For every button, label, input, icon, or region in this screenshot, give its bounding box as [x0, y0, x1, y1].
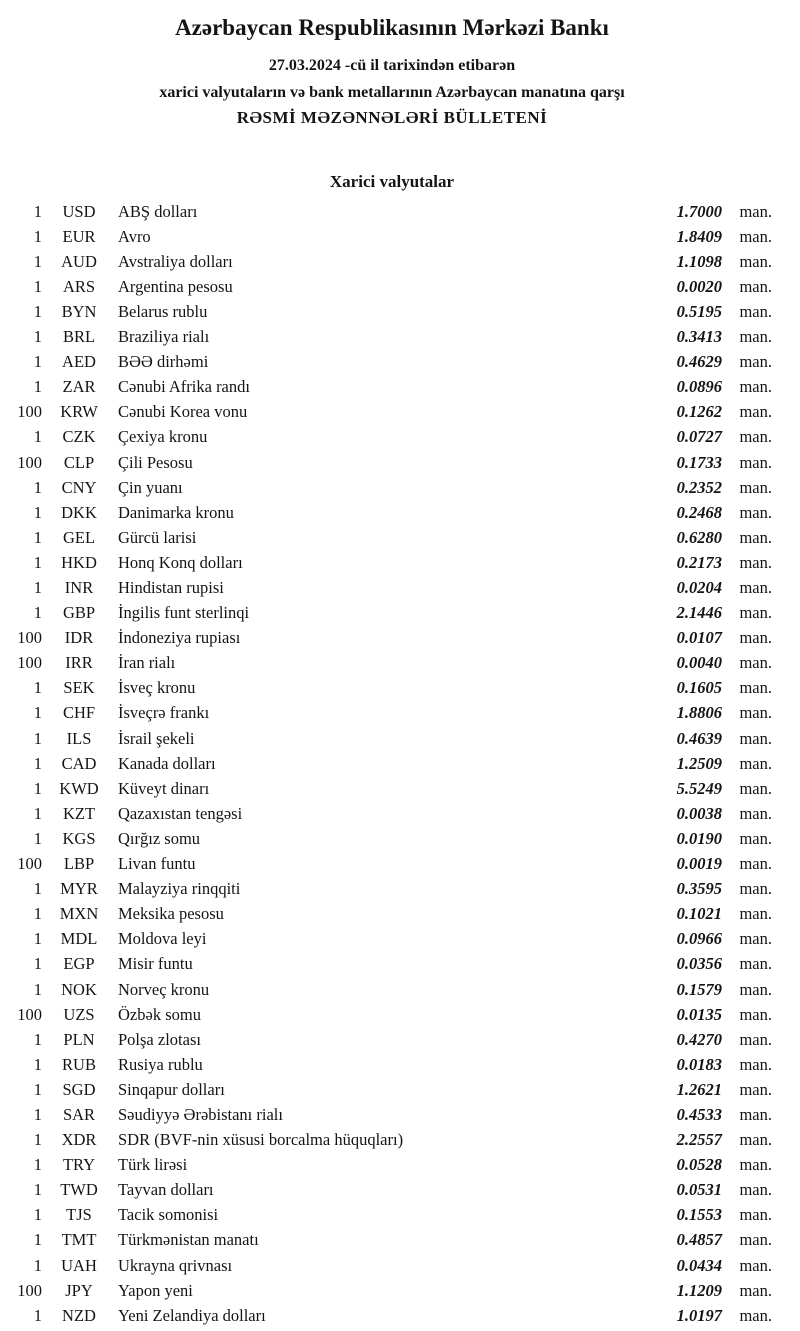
section-title-foreign-currencies: Xarici valyutalar: [329, 171, 455, 191]
currency-row: [12, 1052, 772, 1077]
unit-label: man.: [739, 301, 772, 321]
currency-code: GEL: [62, 527, 96, 547]
currency-name: Malayziya rinqqiti: [118, 879, 241, 899]
currency-name: Misir funtu: [118, 954, 193, 974]
unit-label: man.: [739, 477, 772, 497]
currency-code: MYR: [60, 879, 98, 899]
currency-row: [12, 1152, 772, 1177]
rate-value: 5.5249: [676, 778, 722, 798]
currency-row: [12, 977, 772, 1002]
currency-name: İndoneziya rupiası: [118, 628, 241, 648]
nominal-value: 1: [33, 1130, 42, 1150]
nominal-value: 1: [33, 1255, 42, 1275]
currency-row: [12, 1127, 772, 1152]
unit-label: man.: [739, 1155, 772, 1175]
currency-row: [12, 349, 772, 374]
currency-name: Səudiyyə Ərəbistanı rialı: [118, 1104, 283, 1124]
currency-row: [12, 1253, 772, 1278]
currency-code: CAD: [61, 753, 97, 773]
nominal-value: 1: [33, 1305, 42, 1325]
currency-name: Cənubi Korea vonu: [118, 402, 248, 422]
nominal-value: 1: [33, 301, 42, 321]
currency-code: NZD: [62, 1305, 96, 1325]
unit-label: man.: [739, 628, 772, 648]
rate-value: 0.0020: [676, 276, 722, 296]
currency-row: [12, 224, 772, 249]
currency-row: [12, 1303, 772, 1328]
currency-code: LBP: [63, 854, 95, 874]
currency-name: Qırğız somu: [118, 828, 201, 848]
bulletin-header: [12, 14, 772, 128]
nominal-value: 1: [33, 1104, 42, 1124]
unit-label: man.: [739, 803, 772, 823]
currency-code: DKK: [61, 502, 97, 522]
rate-value: 0.4629: [676, 352, 722, 372]
nominal-value: 1: [33, 1155, 42, 1175]
currency-name: Hindistan rupisi: [118, 578, 224, 597]
unit-label: man.: [739, 578, 772, 597]
rate-value: 0.2468: [676, 502, 722, 522]
rate-value: 1.1098: [676, 251, 722, 271]
currency-name: Tayvan dolları: [118, 1180, 214, 1200]
currency-name: Rusiya rublu: [118, 1054, 203, 1074]
currency-code: RUB: [62, 1054, 96, 1074]
currency-code: TRY: [62, 1155, 96, 1175]
rate-value: 0.0204: [676, 578, 722, 597]
nominal-value: 1: [33, 979, 42, 999]
bulletin-subtitle: xarici valyutaların və bank metallarının Azərbaycan manatına qarşı: [159, 83, 625, 101]
unit-label: man.: [739, 552, 772, 572]
unit-label: man.: [739, 778, 772, 798]
currency-row: [12, 726, 772, 751]
currency-name: Gürcü larisi: [118, 527, 197, 547]
currency-name: Moldova leyi: [118, 929, 207, 949]
currency-row: [12, 274, 772, 299]
currency-name: ABŞ dolları: [118, 201, 198, 221]
nominal-value: 1: [33, 276, 42, 296]
currency-code: EUR: [62, 226, 96, 246]
unit-label: man.: [739, 502, 772, 522]
currency-name: İsrail şekeli: [118, 728, 195, 748]
nominal-value: 1: [33, 929, 42, 949]
unit-label: man.: [739, 1180, 772, 1200]
unit-label: man.: [739, 1079, 772, 1099]
nominal-value: 1: [33, 678, 42, 698]
currency-code: JPY: [65, 1280, 93, 1300]
currency-code: HKD: [61, 552, 97, 572]
currency-name: İran rialı: [118, 653, 176, 673]
nominal-value: 1: [33, 603, 42, 623]
currency-row: [12, 625, 772, 650]
currency-code: SGD: [62, 1079, 96, 1099]
rate-value: 0.3413: [676, 327, 722, 347]
currency-code: ILS: [66, 728, 92, 748]
unit-label: man.: [739, 979, 772, 999]
unit-label: man.: [739, 427, 772, 447]
unit-label: man.: [739, 276, 772, 296]
nominal-value: 1: [33, 427, 42, 447]
nominal-value: 1: [33, 578, 42, 597]
currency-name: Cənubi Afrika randı: [118, 377, 250, 397]
unit-label: man.: [739, 1130, 772, 1150]
currency-code: IRR: [65, 653, 93, 673]
rate-value: 0.4270: [676, 1029, 722, 1049]
currency-row: [12, 876, 772, 901]
currency-row: [12, 1278, 772, 1303]
currency-code: ZAR: [62, 377, 96, 397]
currency-code: MDL: [60, 929, 98, 949]
currency-code: CLP: [63, 452, 95, 472]
currency-code: SEK: [63, 678, 95, 698]
currency-row: [12, 951, 772, 976]
currency-row: [12, 550, 772, 575]
rate-value: 0.0356: [676, 954, 722, 974]
currency-row: [12, 1077, 772, 1102]
currency-name: Argentina pesosu: [118, 276, 233, 296]
unit-label: man.: [739, 251, 772, 271]
currency-name: Qazaxıstan tengəsi: [118, 803, 243, 823]
nominal-value: 1: [33, 527, 42, 547]
currency-code: TMT: [61, 1230, 97, 1250]
currency-code: KWD: [59, 778, 99, 798]
currency-row: [12, 675, 772, 700]
rate-value: 0.0135: [676, 1004, 722, 1024]
currency-name: İsveç kronu: [118, 678, 196, 698]
currency-row: [12, 575, 772, 600]
unit-label: man.: [739, 1280, 772, 1300]
nominal-value: 1: [33, 502, 42, 522]
nominal-value: 100: [17, 452, 42, 472]
nominal-value: 100: [17, 1004, 42, 1024]
nominal-value: 1: [33, 477, 42, 497]
rate-value: 0.0966: [676, 929, 722, 949]
currency-name: SDR (BVF-nin xüsusi borcalma hüquqları): [118, 1130, 404, 1150]
currency-code: KGS: [62, 828, 96, 848]
currency-code: AED: [62, 352, 96, 372]
unit-label: man.: [739, 377, 772, 397]
unit-label: man.: [739, 678, 772, 698]
currency-row: [12, 1227, 772, 1252]
currency-name: Belarus rublu: [118, 301, 208, 321]
nominal-value: 1: [33, 753, 42, 773]
currency-name: Norveç kronu: [118, 979, 210, 999]
currency-row: [12, 851, 772, 876]
rate-value: 0.0019: [676, 854, 722, 874]
currency-name: İngilis funt sterlinqi: [118, 603, 250, 623]
unit-label: man.: [739, 929, 772, 949]
effective-date-line: 27.03.2024 -cü il tarixindən etibarən: [268, 56, 516, 74]
nominal-value: 1: [33, 352, 42, 372]
nominal-value: 1: [33, 327, 42, 347]
rate-value: 2.1446: [676, 603, 722, 623]
nominal-value: 1: [33, 1029, 42, 1049]
unit-label: man.: [739, 828, 772, 848]
nominal-value: 1: [33, 1230, 42, 1250]
currency-row: [12, 450, 772, 475]
rate-value: 0.0896: [676, 377, 722, 397]
rate-value: 1.0197: [676, 1305, 722, 1325]
currency-row: [12, 500, 772, 525]
currency-code: TJS: [66, 1205, 92, 1225]
currency-row: [12, 399, 772, 424]
rate-value: 0.1262: [676, 402, 722, 422]
currency-name: Yeni Zelandiya dolları: [118, 1305, 266, 1325]
rate-value: 0.1021: [676, 904, 722, 924]
unit-label: man.: [739, 753, 772, 773]
nominal-value: 100: [17, 1280, 42, 1300]
currency-name: Küveyt dinarı: [118, 778, 210, 798]
currency-row: [12, 199, 772, 224]
unit-label: man.: [739, 1230, 772, 1250]
rate-value: 1.2621: [676, 1079, 722, 1099]
currency-name: Avstraliya dolları: [118, 251, 233, 271]
rate-value: 0.4639: [676, 728, 722, 748]
currency-name: Kanada dolları: [118, 753, 216, 773]
currency-name: Türk lirəsi: [118, 1155, 188, 1175]
rate-value: 0.0190: [676, 828, 722, 848]
unit-label: man.: [739, 703, 772, 723]
currency-row: [12, 826, 772, 851]
nominal-value: 100: [17, 628, 42, 648]
currency-row: [12, 299, 772, 324]
unit-label: man.: [739, 603, 772, 623]
currency-code: CNY: [61, 477, 97, 497]
currency-row: [12, 525, 772, 550]
unit-label: man.: [739, 1054, 772, 1074]
bank-title: Azərbaycan Respublikasının Mərkəzi Bankı: [175, 15, 609, 40]
currency-row: [12, 1102, 772, 1127]
currency-code: NOK: [61, 979, 97, 999]
currency-code: INR: [64, 578, 94, 597]
currency-code: MXN: [59, 904, 99, 924]
unit-label: man.: [739, 226, 772, 246]
rate-value: 0.0107: [676, 628, 722, 648]
currency-name: Çexiya kronu: [118, 427, 208, 447]
unit-label: man.: [739, 1255, 772, 1275]
rate-value: 1.2509: [676, 753, 722, 773]
currency-row: [12, 1027, 772, 1052]
unit-label: man.: [739, 352, 772, 372]
currency-rate-table: [12, 199, 772, 1328]
currency-code: USD: [62, 201, 96, 221]
currency-row: [12, 1002, 772, 1027]
unit-label: man.: [739, 728, 772, 748]
currency-row: [12, 374, 772, 399]
currency-row: [12, 424, 772, 449]
nominal-value: 1: [33, 1079, 42, 1099]
unit-label: man.: [739, 954, 772, 974]
currency-code: SAR: [62, 1104, 96, 1124]
nominal-value: 1: [33, 1054, 42, 1074]
rate-value: 1.1209: [676, 1280, 722, 1300]
rate-value: 0.1733: [676, 452, 722, 472]
currency-code: EGP: [63, 954, 95, 974]
currency-row: [12, 650, 772, 675]
nominal-value: 1: [33, 828, 42, 848]
rate-value: 0.0727: [676, 427, 722, 447]
nominal-value: 1: [33, 251, 42, 271]
currency-name: Polşa zlotası: [118, 1029, 201, 1049]
rate-value: 0.3595: [676, 879, 722, 899]
rate-value: 1.8409: [676, 226, 722, 246]
rate-value: 0.4533: [676, 1104, 722, 1124]
unit-label: man.: [739, 1205, 772, 1225]
rate-value: 1.8806: [676, 703, 722, 723]
rate-value: 0.0531: [676, 1180, 722, 1200]
rate-value: 0.0038: [676, 803, 722, 823]
currency-row: [12, 475, 772, 500]
nominal-value: 100: [17, 653, 42, 673]
rate-value: 0.0040: [676, 653, 722, 673]
nominal-value: 1: [33, 226, 42, 246]
currency-row: [12, 1202, 772, 1227]
currency-name: Meksika pesosu: [118, 904, 224, 924]
rate-value: 0.1553: [676, 1205, 722, 1225]
nominal-value: 1: [33, 703, 42, 723]
currency-row: [12, 700, 772, 725]
currency-name: Türkmənistan manatı: [118, 1230, 259, 1250]
currency-code: KRW: [60, 402, 98, 422]
rate-value: 0.0528: [676, 1155, 722, 1175]
currency-name: Yapon yeni: [118, 1280, 193, 1300]
bulletin-title: RƏSMİ MƏZƏNNƏLƏRİ BÜLLETENİ: [236, 107, 548, 127]
currency-code: UAH: [61, 1255, 97, 1275]
currency-name: Avro: [118, 226, 151, 246]
nominal-value: 1: [33, 1180, 42, 1200]
currency-name: Özbək somu: [118, 1004, 201, 1024]
currency-name: Livan funtu: [118, 854, 196, 874]
currency-code: BYN: [61, 301, 97, 321]
currency-name: İsveçrə frankı: [118, 703, 210, 723]
rate-value: 0.4857: [676, 1230, 722, 1250]
currency-code: GBP: [62, 603, 96, 623]
rate-value: 0.2352: [676, 477, 722, 497]
nominal-value: 1: [33, 377, 42, 397]
nominal-value: 1: [33, 1205, 42, 1225]
nominal-value: 100: [17, 402, 42, 422]
unit-label: man.: [739, 452, 772, 472]
unit-label: man.: [739, 653, 772, 673]
currency-code: CZK: [62, 427, 96, 447]
nominal-value: 1: [33, 778, 42, 798]
unit-label: man.: [739, 1104, 772, 1124]
currency-row: [12, 324, 772, 349]
currency-row: [12, 600, 772, 625]
nominal-value: 1: [33, 879, 42, 899]
unit-label: man.: [739, 1305, 772, 1325]
currency-code: CHF: [62, 703, 96, 723]
nominal-value: 1: [33, 201, 42, 221]
rate-value: 0.1579: [676, 979, 722, 999]
currency-row: [12, 751, 772, 776]
currency-row: [12, 901, 772, 926]
currency-code: ARS: [62, 276, 96, 296]
currency-code: KZT: [62, 803, 96, 823]
currency-name: Çili Pesosu: [118, 452, 193, 472]
currency-name: Ukrayna qrivnası: [118, 1255, 233, 1275]
unit-label: man.: [739, 879, 772, 899]
unit-label: man.: [739, 854, 772, 874]
rate-value: 2.2557: [676, 1130, 722, 1150]
currency-code: TWD: [60, 1180, 98, 1200]
rate-value: 0.6280: [676, 527, 722, 547]
nominal-value: 1: [33, 728, 42, 748]
currency-code: XDR: [61, 1130, 97, 1150]
currency-name: BƏƏ dirhəmi: [118, 352, 209, 372]
unit-label: man.: [739, 327, 772, 347]
currency-code: PLN: [63, 1029, 95, 1049]
currency-row: [12, 801, 772, 826]
nominal-value: 100: [17, 854, 42, 874]
currency-name: Sinqapur dolları: [118, 1079, 225, 1099]
currency-name: Çin yuanı: [118, 477, 183, 497]
currency-row: [12, 1177, 772, 1202]
rate-value: 0.0434: [676, 1255, 722, 1275]
currency-row: [12, 926, 772, 951]
currency-code: AUD: [61, 251, 97, 271]
rate-value: 0.0183: [676, 1054, 722, 1074]
rate-value: 0.2173: [676, 552, 722, 572]
currency-code: UZS: [63, 1004, 95, 1024]
unit-label: man.: [739, 1029, 772, 1049]
unit-label: man.: [739, 201, 772, 221]
unit-label: man.: [739, 1004, 772, 1024]
nominal-value: 1: [33, 904, 42, 924]
currency-name: Danimarka kronu: [118, 502, 234, 522]
currency-name: Honq Konq dolları: [118, 552, 243, 572]
currency-row: [12, 776, 772, 801]
unit-label: man.: [739, 527, 772, 547]
nominal-value: 1: [33, 803, 42, 823]
currency-row: [12, 249, 772, 274]
rate-value: 0.5195: [676, 301, 722, 321]
unit-label: man.: [739, 402, 772, 422]
currency-name: Braziliya rialı: [118, 327, 210, 347]
nominal-value: 1: [33, 954, 42, 974]
currency-code: IDR: [64, 628, 94, 648]
rate-value: 0.1605: [676, 678, 722, 698]
nominal-value: 1: [33, 552, 42, 572]
currency-code: BRL: [62, 327, 96, 347]
unit-label: man.: [739, 904, 772, 924]
rate-value: 1.7000: [676, 201, 722, 221]
currency-name: Tacik somonisi: [118, 1205, 219, 1225]
